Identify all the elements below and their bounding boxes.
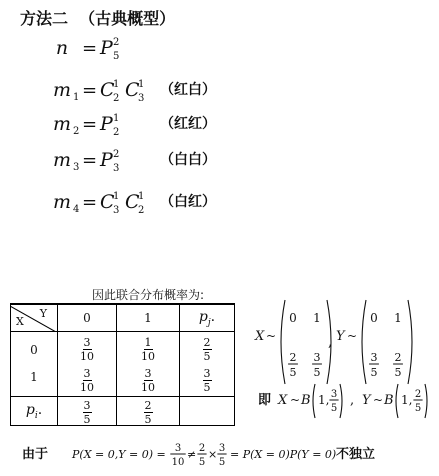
y-dist-prob-0-num: 3: [370, 351, 378, 364]
binomial-x-n: 1,: [318, 393, 330, 407]
x-dist-prob-0-num: 2: [289, 351, 297, 364]
formula-4-term-1-sub: 3: [113, 163, 120, 174]
formula-3-lhs-sub: 2: [73, 126, 80, 137]
formula-2-term-1: C: [100, 79, 115, 101]
formula-3-term-1-sub: 2: [113, 127, 120, 138]
x-dist-var: X: [255, 329, 265, 344]
conclusion-times: ×: [208, 448, 218, 461]
cell-1-0: $\frac{3}{10}$: [80, 367, 94, 394]
conclusion-label: 由于: [22, 447, 49, 462]
corner-y-label: Y: [39, 307, 47, 320]
conclusion-product: = P(X = 0)P(Y = 0): [230, 448, 337, 461]
conclusion-frac-c-den: 5: [218, 457, 226, 468]
formula-3-equals: =: [82, 114, 98, 135]
formula-2-term-1-sub: 2: [113, 93, 120, 104]
pi-subscript: i: [34, 410, 38, 421]
conclusion-frac-a-num: 3: [174, 443, 182, 454]
formula-5-term-1: C: [100, 191, 115, 213]
conclusion-joint-prob: P(X = 0,Y = 0) =: [72, 448, 166, 461]
y-dist-prob-0-den: 5: [370, 366, 378, 379]
dist-separator: ,: [328, 334, 333, 350]
pj-symbol: p: [198, 308, 208, 325]
pi-dot: .: [37, 401, 43, 418]
x-dist-tilde: ~: [266, 329, 277, 343]
formula-5-term-1-sub: 3: [113, 205, 120, 216]
formula-3-lhs: m: [52, 113, 72, 135]
formula-5-term-2-sup: 1: [138, 191, 145, 202]
binomial-x-p-den: 5: [330, 403, 338, 414]
formula-1-lhs: n: [55, 37, 69, 59]
binomial-x-p-num: 3: [330, 389, 338, 400]
formula-2-term-1-sup: 1: [113, 79, 120, 90]
formula-3-note: （红红）: [160, 116, 216, 132]
formula-4-note: （白白）: [160, 152, 216, 168]
binomial-y-var: Y: [362, 393, 371, 408]
binomial-x-rparen: [340, 384, 342, 418]
formula-4-equals: =: [82, 150, 98, 171]
binomial-label: 即: [258, 393, 272, 408]
formula-4-lhs-sub: 3: [73, 162, 80, 173]
conclusion-neq: ≠: [187, 448, 197, 461]
conclusion-frac-c-num: 3: [218, 443, 226, 454]
row-header-0: 0: [30, 343, 38, 358]
x-dist-prob-1-den: 5: [313, 366, 321, 379]
y-dist-value-1: 1: [394, 311, 402, 325]
binomial-y-rparen: [425, 384, 427, 418]
col-marginal-1: $\frac{2}{5}$: [117, 397, 180, 426]
row-marginal-1: $\frac{3}{5}$: [203, 367, 211, 394]
formula-1-term-1-sub: 5: [113, 51, 120, 62]
corner-x-label: X: [16, 315, 24, 328]
y-dist-tilde: ~: [347, 329, 358, 343]
pi-symbol: p: [25, 401, 35, 418]
x-dist-prob-0-den: 5: [289, 366, 297, 379]
formula-2-equals: =: [82, 80, 98, 101]
distribution-section: [0, 280, 439, 476]
binomial-x-lparen: [313, 384, 315, 418]
binomial-x-var: X: [278, 393, 288, 408]
x-dist-left-paren: [281, 300, 285, 384]
binomial-y-B: B: [384, 393, 394, 408]
formula-3-term-1: P: [100, 113, 113, 135]
formula-1-term-1: P: [100, 37, 113, 59]
formula-5-term-2: C: [125, 191, 140, 213]
formula-5-term-2-sub: 2: [138, 205, 145, 216]
binomial-y-tilde: ~: [373, 393, 384, 407]
cell-0-0: $\frac{3}{10}$: [80, 336, 94, 363]
formula-3-term-1-sup: 1: [113, 113, 120, 124]
formula-2-term-2: C: [125, 79, 140, 101]
table-caption: 因此联合分布概率为:: [92, 288, 205, 302]
y-dist-prob-1-den: 5: [394, 366, 402, 379]
pj-subscript: j: [207, 317, 211, 328]
col-marginal-0: $\frac{3}{5}$: [58, 397, 117, 426]
conclusion-frac-a-den: 10: [171, 457, 185, 468]
binomial-separator: ,: [350, 393, 355, 408]
formula-5-term-1-sup: 1: [113, 191, 120, 202]
binomial-y-n: 1,: [401, 393, 413, 407]
formula-4-term-1-sup: 2: [113, 149, 120, 160]
binomial-y-p-num: 2: [414, 389, 422, 400]
formula-5-lhs: m: [52, 191, 72, 213]
formula-1-term-1-sup: 2: [113, 37, 120, 48]
formula-5-equals: =: [82, 192, 98, 213]
binomial-y-lparen: [396, 384, 398, 418]
formula-2-lhs: m: [52, 79, 72, 101]
formula-4-term-1: P: [100, 149, 113, 171]
formula-2-term-2-sub: 3: [138, 93, 145, 104]
conclusion-verdict: 不独立: [336, 447, 376, 462]
x-dist-value-1: 1: [313, 311, 321, 325]
cell-1-1: $\frac{3}{10}$: [141, 367, 155, 394]
x-dist-prob-1-num: 3: [313, 351, 321, 364]
row-marginal-0: $\frac{2}{5}$: [203, 336, 211, 363]
formula-4-lhs: m: [52, 149, 72, 171]
binomial-y-p-den: 5: [414, 403, 422, 414]
formula-5-note: （白红）: [160, 194, 216, 210]
method-label: 方法二: [20, 9, 69, 28]
row-header-1: 1: [30, 370, 38, 384]
formula-2-lhs-sub: 1: [73, 92, 80, 103]
x-dist-value-0: 0: [289, 311, 297, 325]
y-dist-var: Y: [336, 329, 345, 344]
conclusion-frac-b-num: 2: [198, 443, 206, 454]
method-qualifier: （古典概型）: [79, 9, 176, 28]
y-dist-prob-1-num: 2: [394, 351, 402, 364]
binomial-x-tilde: ~: [290, 393, 301, 407]
col-header-1: 1: [117, 304, 180, 332]
cell-0-1: $\frac{1}{10}$: [141, 336, 155, 363]
col-header-0: 0: [58, 304, 117, 332]
formula-2-note: （红白）: [160, 82, 216, 98]
pj-dot: .: [210, 308, 216, 325]
formula-1-equals: =: [82, 38, 98, 59]
formula-5-lhs-sub: 4: [73, 204, 80, 215]
y-dist-value-0: 0: [370, 311, 378, 325]
conclusion-frac-b-den: 5: [198, 457, 206, 468]
binomial-x-B: B: [301, 393, 311, 408]
formula-2-term-2-sup: 1: [138, 79, 145, 90]
y-dist-right-paren: [408, 300, 412, 384]
y-dist-left-paren: [362, 300, 366, 384]
